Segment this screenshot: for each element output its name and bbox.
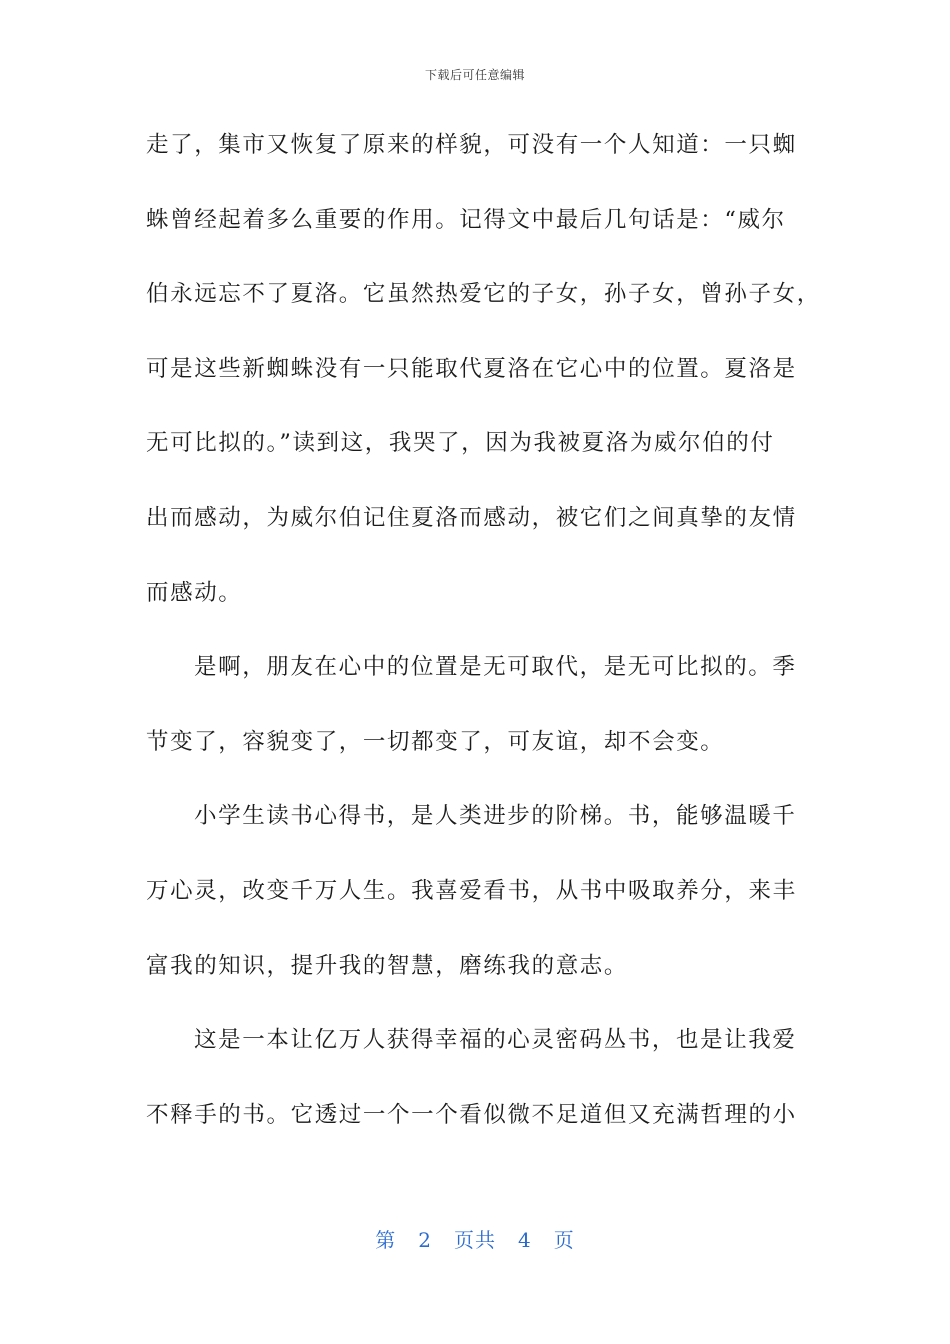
text-line: 不释手的书。它透过一个一个看似微不足道但又充满哲理的小 bbox=[146, 1101, 797, 1128]
text-line: 节变了，容貌变了，一切都变了，可友谊，却不会变。 bbox=[146, 728, 725, 755]
paragraph-start-line: 是啊，朋友在心中的位置是无可取代，是无可比拟的。季 bbox=[194, 654, 797, 681]
text-line: 富我的知识，提升我的智慧，磨练我的意志。 bbox=[146, 952, 629, 979]
current-page-number: 2 bbox=[418, 1228, 432, 1252]
text-line: 走了，集市又恢复了原来的样貌，可没有一个人知道：一只蜘 bbox=[146, 132, 797, 158]
page-suffix: 页 bbox=[553, 1228, 575, 1252]
text-line: 出而感动，为威尔伯记住夏洛而感动，被它们之间真挚的友情 bbox=[146, 504, 797, 531]
document-body bbox=[146, 120, 821, 1164]
page-footer bbox=[0, 1224, 950, 1253]
total-pages-number: 4 bbox=[518, 1228, 532, 1252]
text-line: 而感动。 bbox=[146, 579, 243, 606]
text-line: 伯永远忘不了夏洛。它虽然热爱它的子女，孙子女，曾孙子女， bbox=[146, 281, 821, 308]
paragraph-start-line: 这是一本让亿万人获得幸福的心灵密码丛书，也是让我爱 bbox=[194, 1027, 797, 1054]
page-prefix: 第 bbox=[375, 1228, 397, 1252]
text-line: 蛛曾经起着多么重要的作用。记得文中最后几句话是：“威尔 bbox=[146, 206, 786, 233]
paragraph-start-line: 小学生读书心得书，是人类进步的阶梯。书，能够温暖千 bbox=[194, 803, 797, 830]
text-line: 无可比拟的。”读到这，我哭了，因为我被夏洛为威尔伯的付 bbox=[146, 430, 775, 457]
text-line: 万心灵，改变千万人生。我喜爱看书，从书中吸取养分，来丰 bbox=[146, 877, 797, 904]
header-note: 下载后可任意编辑 bbox=[424, 68, 525, 82]
page-mid: 页共 bbox=[454, 1228, 496, 1252]
text-line: 可是这些新蜘蛛没有一只能取代夏洛在它心中的位置。夏洛是 bbox=[146, 355, 797, 382]
